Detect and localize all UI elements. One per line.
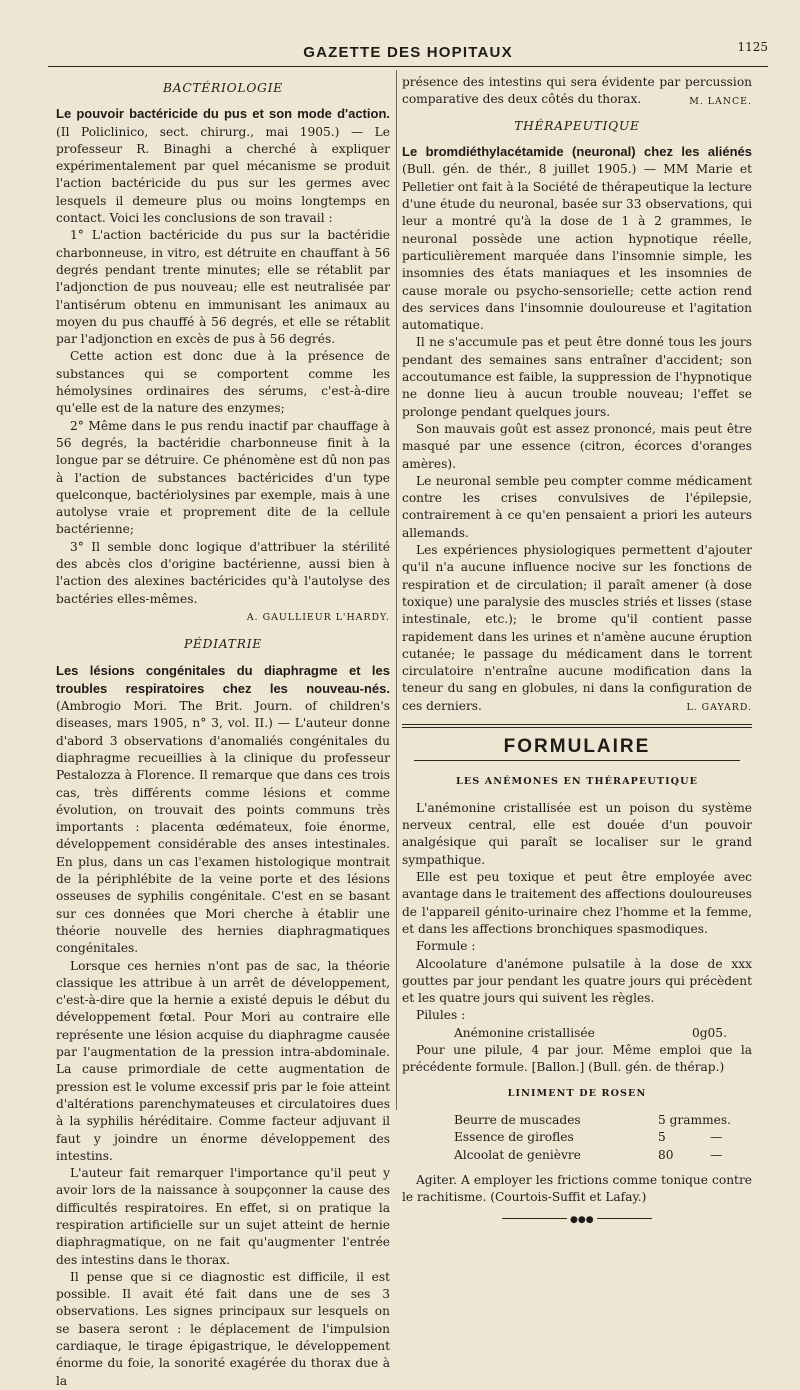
article-title-bacteriologie: Le pouvoir bactéricide du pus et son mode d'action. xyxy=(56,106,390,122)
article-paragraph: 2° Même dans le pus rendu inactif par chauffage à 56 degrés, la bactéridie charbonneuse finit à la longue par se détruire. Ce phénomène est dû non pas à l'action de substances bactéricides d'un type quelconque, bactériolysines par exemple, mais à une autolyse vraie et proprement dite de la cellule bactérienne; xyxy=(56,418,390,537)
article-paragraph: Agiter. A employer les frictions comme tonique contre le rachitisme. (Courtois-Suffit et Lafay.) xyxy=(402,1172,752,1205)
left-column xyxy=(56,74,390,1390)
section-heading-pediatrie: PÉDIATRIE xyxy=(183,637,263,652)
journal-title: GAZETTE DES HOPITAUX xyxy=(303,44,513,61)
article-paragraph: Il pense que si ce diagnostic est difficile, il est possible. Il avait été fait dans une de ses 3 observations. Les signes principaux sur lesquels on se basera seront : le déplacement de l'impulsion cardiaque, le tirage épigastrique, le développement énorme du foie, la sonorité exagérée du thorax due à la xyxy=(56,1269,390,1388)
ingredient-unit: — xyxy=(710,1130,723,1145)
article-continuation: présence des intestins qui sera évidente par percussion comparative des deux côtés du thorax. xyxy=(402,75,752,107)
prescription-line xyxy=(402,1147,752,1164)
subheading-anemones: LES ANÉMONES EN THÉRAPEUTIQUE xyxy=(456,775,698,787)
formule-label: Formule : xyxy=(416,939,476,954)
article-bacteriologie-intro xyxy=(56,105,390,227)
prescription-line xyxy=(402,1112,752,1129)
article-paragraph: Alcoolature d'anémone pulsatile à la dose de xxx gouttes par jour pendant les quatre jours qui précèdent et les quatre jours qui suivent les règles. xyxy=(402,956,752,1006)
article-paragraph: Les expériences physiologiques permettent d'ajouter qu'il n'a aucune influence nocive sur les fonctions de respiration et de circulation; il paraît amener (à dose toxique) une paralysie des muscles striés et lisses (stase intestinale, etc.); le brome qu'il contient passe rapidement dans les urines et n'amène aucune éruption cutanée; le passage du médicament dans le torrent circulatoire n'entraîne aucune modification dans la teneur du sang en globules, ni dans la configuration de ces derniers. xyxy=(402,543,752,713)
article-title-therapeutique: Le bromdiéthylacétamide (neuronal) chez les aliénés xyxy=(402,144,752,160)
page-header xyxy=(48,40,768,64)
ingredient-qty: 0g05. xyxy=(692,1025,727,1040)
article-paragraph: L'anémonine cristallisée est un poison du système nerveux central, elle est douée d'un pouvoir analgésique qui paraît se localiser sur le grand sympathique. xyxy=(402,800,752,867)
prescription-line xyxy=(402,1025,752,1042)
article-paragraph: (Bull. gén. de thér., 8 juillet 1905.) — MM Marie et Pelletier ont fait à la Société de thérapeutique la lecture d'une étude du neuronal, basée sur 33 observations, qui leur a montré qu'à la dose de 1 à 2 grammes, le neuronal possède une action hypnotique réelle, particulièrement marquée dans l'insomnie simple, les insomnies des états maniaques et les insomnies de cause morale ou psycho-sensorielle; cette action rend des services dans l'insomnie douloureuse et l'agitation automatique. xyxy=(402,162,752,333)
page-number: 1125 xyxy=(737,40,768,54)
ingredient-name: Alcoolat de genièvre xyxy=(454,1147,581,1162)
article-paragraph: Pour une pilule, 4 par jour. Même emploi que la précédente formule. [Ballon.] (Bull. gén. de thérap.) xyxy=(402,1043,752,1075)
end-ornament xyxy=(502,1215,652,1229)
article-paragraph: Il ne s'accumule pas et peut être donné tous les jours pendant des semaines sans entraîner d'accident; son accoutumance est faible, la suppression de l'hypnotique ne donne lieu à aucun trouble nouveau; l'effet se prolonge pendant quelques jours. xyxy=(402,335,752,419)
ingredient-qty: 5 xyxy=(658,1130,666,1145)
column-divider xyxy=(396,70,397,1110)
article-paragraph: L'auteur fait remarquer l'importance qu'il peut y avoir lors de la naissance à soupçonner la cause des difficultés respiratoires. En effet, si on pratique la respiration artificielle sur un sujet atteint de hernie diaphragmatique, on ne fait qu'augmenter l'entrée des intestins dans le thorax. xyxy=(56,1166,390,1267)
article-paragraph: 3° Il semble donc logique d'attribuer la stérilité des abcès clos d'origine bactérienne, aussi bien à l'action des alexines bactéricides qu'à l'autolyse des bactéries elles-mêmes. xyxy=(56,539,390,606)
ornament-dots: ●●● xyxy=(567,1212,597,1229)
ingredient-name: Beurre de muscades xyxy=(454,1112,581,1127)
article-paragraph: Lorsque ces hernies n'ont pas de sac, la théorie classique les attribue à un arrêt de développement, c'est-à-dire que la hernie a existé depuis le début du développement fœtal. Pour Mori au contraire elle représente une lésion acquise du diaphragme causée par l'augmentation de la pression intra-abdominale. La cause primordiale de cette augmentation de pression est le volume excessif pris par le foie atteint d'altérations parenchymateuses et circulatoires dues à la syphilis héréditaire. Comme facteur adjuvant il faut y joindre un énorme développement des intestins. xyxy=(56,958,390,1163)
section-heading-bacteriologie: BACTÉRIOLOGIE xyxy=(162,81,284,95)
article-paragraph: (Il Policlinico, sect. chirurg., mai 1905.) — Le professeur R. Binaghi a cherché à expliquer expérimentalement par quel mécanisme se produit l'action bactéricide du pus sur les germes avec lesquels il demeure plus ou moins longtemps en contact. Voici les conclusions de son travail : xyxy=(56,124,390,226)
article-title-pediatrie: Les lésions congénitales du diaphragme et les troubles respiratoires chez les nouveau-nés. xyxy=(56,662,390,696)
article-paragraph: Cette action est donc due à la présence de substances qui se comportent comme les hémolysines ordinaires des sérums, c'est-à-dire qu'elle est de la nature des enzymes; xyxy=(56,349,390,416)
title-rule xyxy=(414,760,740,761)
header-rule xyxy=(48,66,768,67)
right-column xyxy=(402,74,752,1229)
ingredient-unit: — xyxy=(710,1147,723,1162)
author-signature: L. GAYARD. xyxy=(686,701,752,713)
prescription-line xyxy=(402,1129,752,1146)
subheading-liniment: LINIMENT DE ROSEN xyxy=(507,1087,647,1099)
article-therapeutique-intro xyxy=(402,143,752,334)
section-heading-therapeutique: THÉRAPEUTIQUE xyxy=(514,118,640,133)
author-signature: A. GAULLIEUR L'HARDY. xyxy=(246,611,390,623)
ingredient-name: Essence de girofles xyxy=(454,1130,574,1145)
pilules-label: Pilules : xyxy=(416,1008,466,1023)
author-signature: M. LANCE. xyxy=(689,95,752,107)
article-pediatrie-intro xyxy=(56,662,390,958)
section-double-rule xyxy=(402,724,752,728)
ingredient-name: Anémonine cristallisée xyxy=(454,1025,595,1040)
article-paragraph: (Ambrogio Mori. The Brit. Journ. of children's diseases, mars 1905, n° 3, vol. II.) — L'auteur donne d'abord 3 observations d'anomaliés congénitales du diaphragme recueillies à la clinique du professeur Pestalozza à Florence. Il remarque que dans ces trois cas, très différents comme lésions et comme évolution, on trouvait des points communs très importants : placenta œdémateux, foie énorme, développement considérable des anses intestinales. En plus, dans un cas l'examen histologique montrait de la périphlébite de la veine porte et des lésions osseuses de syphilis congénitale. C'est en se basant sur ces données que Mori cherche à établir une théorie nouvelle des hernies diaphragmatiques congénitales. xyxy=(56,699,390,956)
formulaire-title: FORMULAIRE xyxy=(503,736,651,758)
article-paragraph: 1° L'action bactéricide du pus sur la bactéridie charbonneuse, in vitro, est détruite en chauffant à 56 degrés pendant trente minutes; elle se rétablit par l'adjonction de pus nouveau; elle est neutralisée par l'antisérum obtenu en immunisant les animaux au moyen du pus chauffé à 56 degrés, et elle se rétablit par l'adjonction en excès de pus à 56 degrés. xyxy=(56,228,390,347)
article-paragraph: Son mauvais goût est assez prononcé, mais peut être masqué par une essence (citron, écorces d'oranges amères). xyxy=(402,421,752,471)
ingredient-qty: 80 xyxy=(658,1147,674,1162)
ingredient-qty: 5 grammes. xyxy=(658,1112,731,1127)
article-paragraph: Le neuronal semble peu compter comme médicament contre les crises convulsives de l'épilepsie, contrairement à ce qu'en pensaient a priori les auteurs allemands. xyxy=(402,473,752,540)
article-paragraph: Elle est peu toxique et peut être employée avec avantage dans le traitement des affections douloureuses de l'appareil génito-urinaire chez l'homme et la femme, et dans les affections bronchiques spasmodiques. xyxy=(402,870,752,936)
